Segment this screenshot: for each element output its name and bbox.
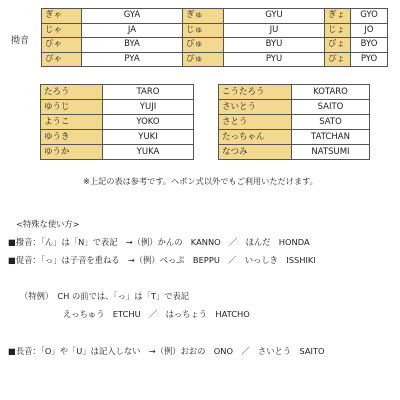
name-romaji-cell: TARO <box>103 85 194 100</box>
name-kana-cell: なつみ <box>219 145 292 160</box>
name-romaji-cell: SAITO <box>292 100 370 115</box>
name-row <box>41 115 194 130</box>
kana-cell: じゅ <box>183 23 224 38</box>
usage-heading: <特殊な使い方> <box>16 219 80 229</box>
name-romaji-cell: TATCHAN <box>292 130 370 145</box>
usage-chouon: ■長音：「O」や「U」は記入しない →（例）おおの ONO ／ さいとう SAITO <box>8 346 325 356</box>
romaji-cell: GYO <box>351 9 388 24</box>
kana-cell: びょ <box>325 38 351 53</box>
kana-cell: びゃ <box>42 38 82 53</box>
name-row <box>219 115 370 130</box>
kana-cell: びゅ <box>183 38 224 53</box>
romaji-cell: BYO <box>351 38 388 53</box>
romaji-cell: GYU <box>224 9 325 24</box>
romaji-cell: JU <box>224 23 325 38</box>
romaji-cell: BYU <box>224 38 325 53</box>
name-kana-cell: こうたろう <box>219 85 292 100</box>
name-romaji-cell: YUKA <box>103 145 194 160</box>
kana-cell: ぴゃ <box>42 52 82 67</box>
youon-row <box>42 52 388 67</box>
romaji-cell: PYU <box>224 52 325 67</box>
name-row <box>41 85 194 100</box>
name-row <box>219 100 370 115</box>
name-row <box>219 145 370 160</box>
youon-row <box>42 9 388 24</box>
usage-sokuon: ■促音：「っ」は子音を重ねる →（例）べっぷ BEPPU ／ いっしき ISSHIKI <box>8 255 316 265</box>
usage-hatsuon: ■撥音：「ん」は「N」で表記 →（例）かんの KANNO ／ ほんだ HONDA <box>8 237 310 247</box>
name-romaji-cell: YUKI <box>103 130 194 145</box>
kana-cell: ぎょ <box>325 9 351 24</box>
name-row <box>41 130 194 145</box>
name-kana-cell: たっちゃん <box>219 130 292 145</box>
names-table-right <box>218 84 370 160</box>
name-romaji-cell: YOKO <box>103 115 194 130</box>
youon-label: 拗音 <box>11 36 30 46</box>
name-kana-cell: ゆうか <box>41 145 103 160</box>
reference-note: ※上記の表は参考です。ヘボン式以外でもご利用いただけます。 <box>83 176 318 186</box>
name-romaji-cell: SATO <box>292 115 370 130</box>
kana-cell: ぴゅ <box>183 52 224 67</box>
names-table-left <box>40 84 194 160</box>
name-kana-cell: たろう <box>41 85 103 100</box>
name-romaji-cell: YUJI <box>103 100 194 115</box>
name-row <box>41 100 194 115</box>
name-kana-cell: ゆうじ <box>41 100 103 115</box>
youon-row <box>42 38 388 53</box>
name-kana-cell: ようこ <box>41 115 103 130</box>
name-kana-cell: さとう <box>219 115 292 130</box>
kana-cell: じゃ <box>42 23 82 38</box>
kana-cell: じょ <box>325 23 351 38</box>
name-romaji-cell: KOTARO <box>292 85 370 100</box>
romaji-cell: GYA <box>82 9 183 24</box>
name-romaji-cell: NATSUMI <box>292 145 370 160</box>
name-row <box>41 145 194 160</box>
kana-cell: ぎゃ <box>42 9 82 24</box>
romaji-cell: PYA <box>82 52 183 67</box>
name-kana-cell: ゆうき <box>41 130 103 145</box>
romaji-cell: JO <box>351 23 388 38</box>
youon-table <box>41 8 388 67</box>
name-row <box>219 130 370 145</box>
romaji-cell: BYA <box>82 38 183 53</box>
usage-exception-line1: （特例） CH の前では、「っ」は「T」で表記 <box>20 291 190 301</box>
name-kana-cell: さいとう <box>219 100 292 115</box>
kana-cell: ぴょ <box>325 52 351 67</box>
name-row <box>219 85 370 100</box>
romaji-cell: JA <box>82 23 183 38</box>
youon-row <box>42 23 388 38</box>
romaji-cell: PYO <box>351 52 388 67</box>
kana-cell: ぎゅ <box>183 9 224 24</box>
usage-exception-line2: えっちゅう ETCHU ／ はっちょう HATCHO <box>63 309 250 319</box>
